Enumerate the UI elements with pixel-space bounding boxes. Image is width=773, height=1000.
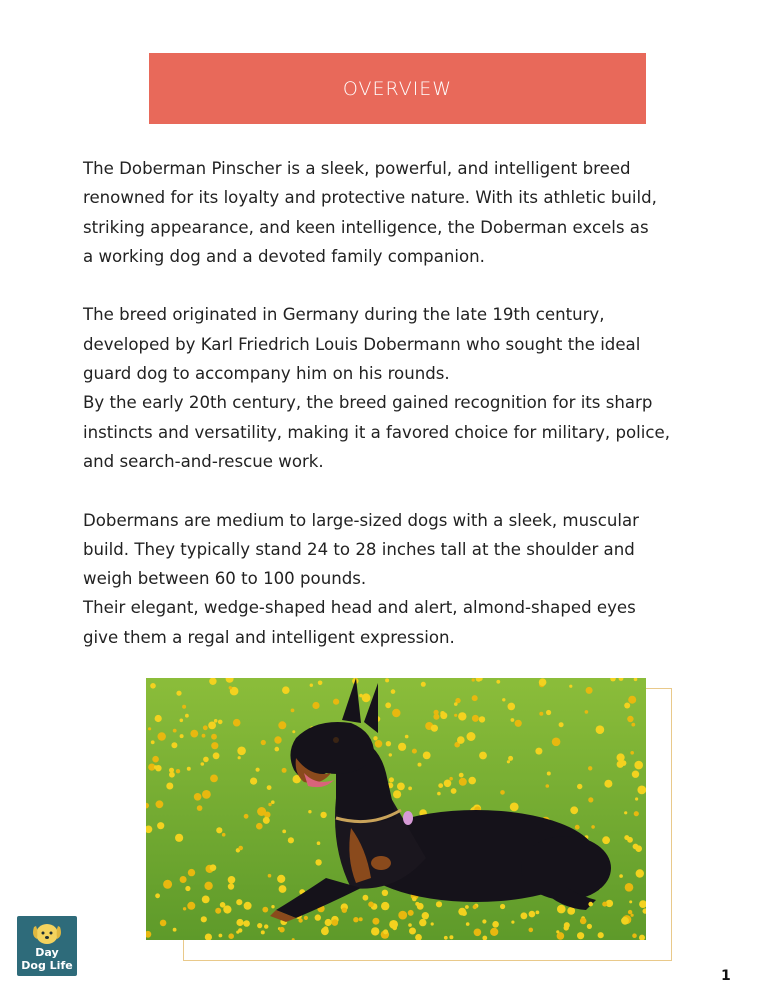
dandelion-flower: [210, 775, 218, 783]
dandelion-flower: [575, 825, 580, 830]
dandelion-flower: [419, 919, 426, 926]
dandelion-flower: [202, 896, 210, 904]
dandelion-flower: [275, 747, 280, 752]
dandelion-flower: [279, 885, 287, 893]
dandelion-flower: [175, 834, 183, 842]
dandelion-flower: [389, 777, 394, 782]
dandelion-flower: [408, 787, 412, 791]
dandelion-flower: [619, 874, 623, 878]
dandelion-flower: [421, 682, 426, 687]
dandelion-flower: [298, 918, 302, 922]
dandelion-flower: [635, 797, 638, 800]
dandelion-flower: [368, 902, 374, 908]
dandelion-flower: [458, 908, 466, 916]
dandelion-flower: [201, 762, 205, 766]
dandelion-flower: [385, 678, 389, 682]
dandelion-flower: [188, 869, 195, 876]
dandelion-flower: [535, 748, 542, 755]
text-line: give them a regal and intelligent expression.: [83, 627, 455, 647]
dandelion-flower: [372, 918, 379, 925]
dandelion-flower: [213, 752, 220, 759]
dandelion-flower: [502, 698, 505, 701]
dandelion-flower: [315, 859, 321, 865]
dandelion-flower: [596, 725, 605, 734]
dandelion-flower: [444, 780, 452, 788]
dandelion-flower: [160, 920, 167, 927]
dandelion-flower: [629, 900, 632, 903]
dandelion-flower: [588, 797, 593, 802]
dandelion-flower: [591, 825, 595, 829]
dandelion-flower: [363, 895, 369, 901]
dandelion-flower: [342, 908, 347, 913]
dandelion-flower: [250, 778, 257, 785]
dandelion-flower: [500, 790, 505, 795]
text-line: developed by Karl Friedrich Louis Dobermann who sought the ideal: [83, 334, 641, 354]
dandelion-flower: [467, 732, 476, 741]
dandelion-flower: [180, 876, 187, 883]
dandelion-flower: [588, 766, 592, 770]
dandelion-flower: [479, 716, 485, 722]
dandelion-flower: [465, 905, 469, 909]
text-line: and search-and-rescue work.: [83, 451, 324, 471]
dandelion-flower: [557, 905, 566, 914]
dandelion-flower: [587, 924, 592, 929]
dandelion-flower: [236, 899, 242, 905]
day-dog-life-logo: [17, 916, 77, 976]
dandelion-flower: [602, 902, 607, 907]
dandelion-flower: [291, 709, 295, 713]
dandelion-flower: [229, 686, 232, 689]
dandelion-flower: [482, 919, 486, 923]
dandelion-flower: [353, 917, 358, 922]
dandelion-flower: [559, 722, 564, 727]
dandelion-flower: [617, 753, 625, 761]
dandelion-flower: [386, 741, 391, 746]
dandelion-flower: [628, 696, 636, 704]
dandelion-flower: [152, 756, 159, 763]
dandelion-flower: [263, 817, 270, 824]
text-line: build. They typically stand 24 to 28 inches tall at the shoulder and: [83, 539, 635, 559]
dandelion-flower: [436, 901, 442, 907]
dandelion-flower: [632, 771, 639, 778]
dandelion-flower: [375, 740, 383, 748]
dandelion-flower: [510, 803, 519, 812]
dandelion-flower: [176, 769, 180, 773]
dandelion-flower: [449, 777, 453, 781]
dandelion-flower: [585, 710, 589, 714]
dandelion-flower: [332, 919, 339, 926]
dandelion-flower: [604, 780, 612, 788]
dandelion-flower: [204, 882, 212, 890]
dandelion-flower: [468, 777, 476, 785]
dandelion-flower: [458, 712, 466, 720]
dandelion-flower: [536, 911, 540, 915]
dandelion-flower: [588, 902, 593, 907]
dandelion-flower: [624, 811, 627, 814]
paragraph-gap: [83, 476, 703, 505]
dandelion-flower: [268, 874, 272, 878]
dandelion-flower: [202, 734, 206, 738]
dandelion-flower: [264, 924, 268, 928]
dandelion-flower: [546, 710, 551, 715]
text-line: guard dog to accompany him on his rounds.: [83, 364, 450, 384]
dandelion-flower: [171, 742, 177, 748]
dandelion-flower: [187, 767, 191, 771]
dandelion-flower: [203, 757, 209, 763]
dandelion-flower: [156, 800, 164, 808]
dandelion-flower: [183, 907, 186, 910]
dandelion-flower: [393, 790, 401, 798]
dandelion-flower: [210, 864, 217, 871]
overview-text: [83, 154, 703, 652]
logo-line-1: Day: [35, 946, 59, 959]
dandelion-flower: [405, 735, 409, 739]
dandelion-flower: [278, 721, 286, 729]
section-title: OVERVIEW: [342, 77, 453, 100]
dandelion-flower: [261, 740, 266, 745]
dandelion-flower: [637, 786, 646, 795]
dandelion-flower: [163, 880, 172, 889]
dandelion-flower: [182, 705, 186, 709]
dandelion-flower: [472, 695, 478, 701]
dandelion-flower: [391, 689, 396, 694]
dandelion-flower: [630, 751, 634, 755]
dandelion-flower: [271, 800, 275, 804]
dandelion-flower: [282, 686, 290, 694]
dandelion-flower: [274, 736, 281, 743]
dandelion-flower: [223, 905, 231, 913]
dandelion-flower: [238, 846, 243, 851]
dandelion-flower: [383, 929, 388, 934]
page-number: 1: [721, 968, 731, 984]
dandelion-flower: [185, 886, 190, 891]
dandelion-flower: [570, 806, 578, 814]
dandelion-flower: [256, 823, 263, 830]
dandelion-flower: [627, 716, 633, 722]
dandelion-flower: [631, 914, 634, 917]
dandelion-flower: [215, 908, 221, 914]
dandelion-flower: [454, 702, 458, 706]
dandelion-flower: [556, 930, 559, 933]
dandelion-flower: [151, 740, 155, 744]
dandelion-flower: [602, 836, 610, 844]
text-line: By the early 20th century, the breed gained recognition for its sharp: [83, 393, 653, 413]
dandelion-flower: [564, 922, 570, 928]
dandelion-flower: [261, 930, 265, 934]
dandelion-flower: [423, 752, 431, 760]
dandelion-flower: [418, 763, 422, 767]
dandelion-flower: [173, 928, 177, 932]
dandelion-flower: [318, 681, 323, 686]
dandelion-flower: [438, 783, 443, 788]
dandelion-flower: [201, 916, 207, 922]
text-line: The breed originated in Germany during the late 19th century,: [83, 305, 605, 325]
dandelion-flower: [440, 711, 445, 716]
dandelion-flower: [228, 883, 234, 889]
dandelion-flower: [157, 822, 164, 829]
dandelion-flower: [292, 730, 295, 733]
dandelion-flower: [218, 720, 223, 725]
dandelion-flower: [381, 902, 389, 910]
dandelion-flower: [155, 893, 160, 898]
dandelion-flower: [507, 760, 510, 763]
dandelion-flower: [434, 710, 439, 715]
dandelion-flower: [408, 910, 414, 916]
dandelion-flower: [228, 876, 236, 884]
dandelion-flower: [409, 928, 416, 935]
dandelion-flower: [586, 687, 593, 694]
logo-line-2: Dog Life: [21, 959, 73, 972]
dandelion-flower: [308, 810, 311, 813]
dandelion-flower: [627, 837, 633, 843]
dandelion-flower: [633, 844, 639, 850]
dandelion-flower: [492, 921, 499, 928]
dandelion-flower: [392, 709, 400, 717]
dandelion-flower: [190, 730, 198, 738]
dandelion-flower: [624, 703, 630, 709]
dandelion-flower: [577, 784, 582, 789]
dandelion-flower: [244, 814, 249, 819]
dandelion-flower: [454, 714, 457, 717]
overview-header: [149, 53, 646, 124]
dandelion-flower: [238, 756, 241, 759]
text-line: instincts and versatility, making it a favored choice for military, police,: [83, 422, 670, 442]
dandelion-flower: [282, 830, 286, 834]
dandelion-flower: [437, 792, 441, 796]
dandelion-flower: [282, 768, 287, 773]
dandelion-flower: [632, 933, 637, 938]
dandelion-flower: [472, 678, 475, 681]
dandelion-flower: [267, 785, 272, 790]
dandelion-flower: [529, 928, 534, 933]
dandelion-flower: [257, 807, 266, 816]
dandelion-flower: [180, 734, 184, 738]
dandelion-flower: [392, 926, 397, 931]
dandelion-flower: [237, 747, 246, 756]
dandelion-flower: [315, 914, 321, 920]
dandelion-flower: [580, 918, 587, 925]
dandelion-flower: [197, 805, 203, 811]
dandelion-flower: [382, 890, 388, 896]
dandelion-flower: [236, 919, 243, 926]
dandelion-flower: [466, 922, 470, 926]
dandelion-flower: [621, 917, 629, 925]
dandelion-flower: [262, 907, 268, 913]
dandelion-flower: [508, 756, 513, 761]
dandelion-flower: [194, 793, 202, 801]
dandelion-flower: [158, 732, 166, 740]
dandelion-flower: [359, 694, 363, 698]
dandelion-flower: [279, 927, 285, 933]
dandelion-flower: [244, 902, 252, 910]
dandelion-flower: [148, 727, 151, 730]
dandelion-flower: [398, 911, 407, 920]
text-line: a working dog and a devoted family companion.: [83, 246, 485, 266]
dandelion-flower: [325, 919, 332, 926]
dandelion-flower: [371, 927, 379, 935]
dandelion-flower: [155, 715, 162, 722]
dandelion-flower: [444, 936, 448, 940]
dandelion-flower: [187, 902, 195, 910]
dandelion-flower: [631, 723, 635, 727]
dandelion-flower: [180, 719, 184, 723]
dandelion-flower: [617, 761, 624, 768]
dandelion-flower: [219, 934, 223, 938]
dandelion-flower: [459, 773, 464, 778]
dandelion-flower: [625, 883, 634, 892]
dandelion-flower: [539, 712, 543, 716]
dandelion-flower: [598, 932, 604, 938]
dandelion-flower: [431, 922, 434, 925]
dandelion-flower: [636, 869, 644, 877]
text-line: striking appearance, and keen intelligence, the Doberman excels as: [83, 217, 649, 237]
paragraph-gap: [83, 271, 703, 300]
dandelion-flower: [431, 725, 438, 732]
dandelion-flower: [412, 749, 417, 754]
text-line: Dobermans are medium to large-sized dogs with a sleek, muscular: [83, 510, 639, 530]
text-line: renowned for its loyalty and protective nature. With its athletic build,: [83, 188, 657, 208]
dandelion-flower: [233, 719, 241, 727]
dandelion-flower: [457, 736, 465, 744]
dandelion-flower: [243, 920, 250, 927]
dandelion-flower: [608, 904, 611, 907]
dandelion-flower: [546, 784, 550, 788]
dandelion-flower: [256, 768, 260, 772]
dandelion-flower: [211, 734, 217, 740]
dandelion-flower: [511, 921, 514, 924]
dandelion-flower: [154, 765, 158, 769]
dandelion-flower: [166, 783, 173, 790]
dandelion-flower: [333, 699, 339, 705]
text-line: weigh between 60 to 100 pounds.: [83, 569, 367, 589]
dandelion-flower: [529, 911, 536, 918]
dandelion-flower: [288, 837, 294, 843]
dandelion-flower: [634, 761, 643, 770]
dandelion-flower: [304, 916, 308, 920]
dandelion-flower: [422, 912, 429, 919]
dandelion-flower: [216, 827, 222, 833]
dandelion-flower: [310, 684, 313, 687]
dandelion-flower: [150, 683, 156, 689]
dandelion-flower: [321, 927, 329, 935]
dandelion-flower: [169, 768, 174, 773]
dandelion-flower: [362, 693, 371, 702]
dandelion-flower: [373, 736, 377, 740]
dandelion-flower: [515, 720, 522, 727]
dandelion-flower: [511, 718, 515, 722]
dandelion-flower: [521, 912, 528, 919]
dandelion-flower: [320, 812, 326, 818]
dandelion-flower: [359, 917, 363, 921]
dandelion-flower: [547, 772, 551, 776]
dandelion-flower: [472, 715, 479, 722]
dandelion-flower: [567, 907, 575, 915]
dandelion-flower: [222, 833, 226, 837]
dandelion-flower: [389, 753, 392, 756]
dandelion-flower: [539, 678, 547, 686]
dandelion-flower: [385, 702, 391, 708]
dandelion-flower: [271, 905, 274, 908]
dandelion-flower: [214, 719, 218, 723]
dandelion-flower: [236, 931, 239, 934]
dandelion-flower: [176, 691, 181, 696]
dandelion-flower: [185, 714, 189, 718]
dandelion-flower: [211, 742, 218, 749]
dandelion-flower: [459, 778, 467, 786]
dandelion-flower: [474, 929, 482, 937]
text-line: Their elegant, wedge-shaped head and alert, almond-shaped eyes: [83, 598, 636, 618]
dandelion-flower: [408, 923, 412, 927]
dandelion-flower: [449, 935, 453, 939]
dandelion-flower: [577, 932, 584, 939]
dandelion-flower: [228, 933, 234, 939]
dandelion-flower: [257, 923, 262, 928]
dandelion-flower: [268, 803, 271, 806]
text-line: The Doberman Pinscher is a sleek, powerful, and intelligent breed: [83, 159, 631, 178]
dandelion-flower: [203, 725, 208, 730]
dandelion-flower: [500, 904, 505, 909]
dandelion-flower: [508, 703, 516, 711]
dandelion-flower: [496, 680, 500, 684]
dandelion-flower: [208, 722, 216, 730]
doberman-photo: [146, 678, 646, 940]
dandelion-flower: [317, 841, 321, 845]
dandelion-flower: [451, 788, 457, 794]
dandelion-flower: [628, 910, 632, 914]
dandelion-flower: [412, 897, 417, 902]
dandelion-flower: [569, 685, 572, 688]
dandelion-flower: [312, 702, 319, 709]
dandelion-flower: [415, 902, 419, 906]
dandelion-flower: [169, 772, 175, 778]
dandelion-flower: [202, 790, 211, 799]
dandelion-flower: [479, 752, 487, 760]
dandelion-flower: [473, 905, 477, 909]
dandelion-flower: [490, 928, 498, 936]
dandelion-flower: [634, 811, 639, 816]
dandelion-flower: [552, 738, 561, 747]
dandelion-flower: [173, 729, 177, 733]
dandelion-flower: [277, 875, 285, 883]
dandelion-flower: [397, 783, 405, 791]
dandelion-flower: [398, 743, 406, 751]
